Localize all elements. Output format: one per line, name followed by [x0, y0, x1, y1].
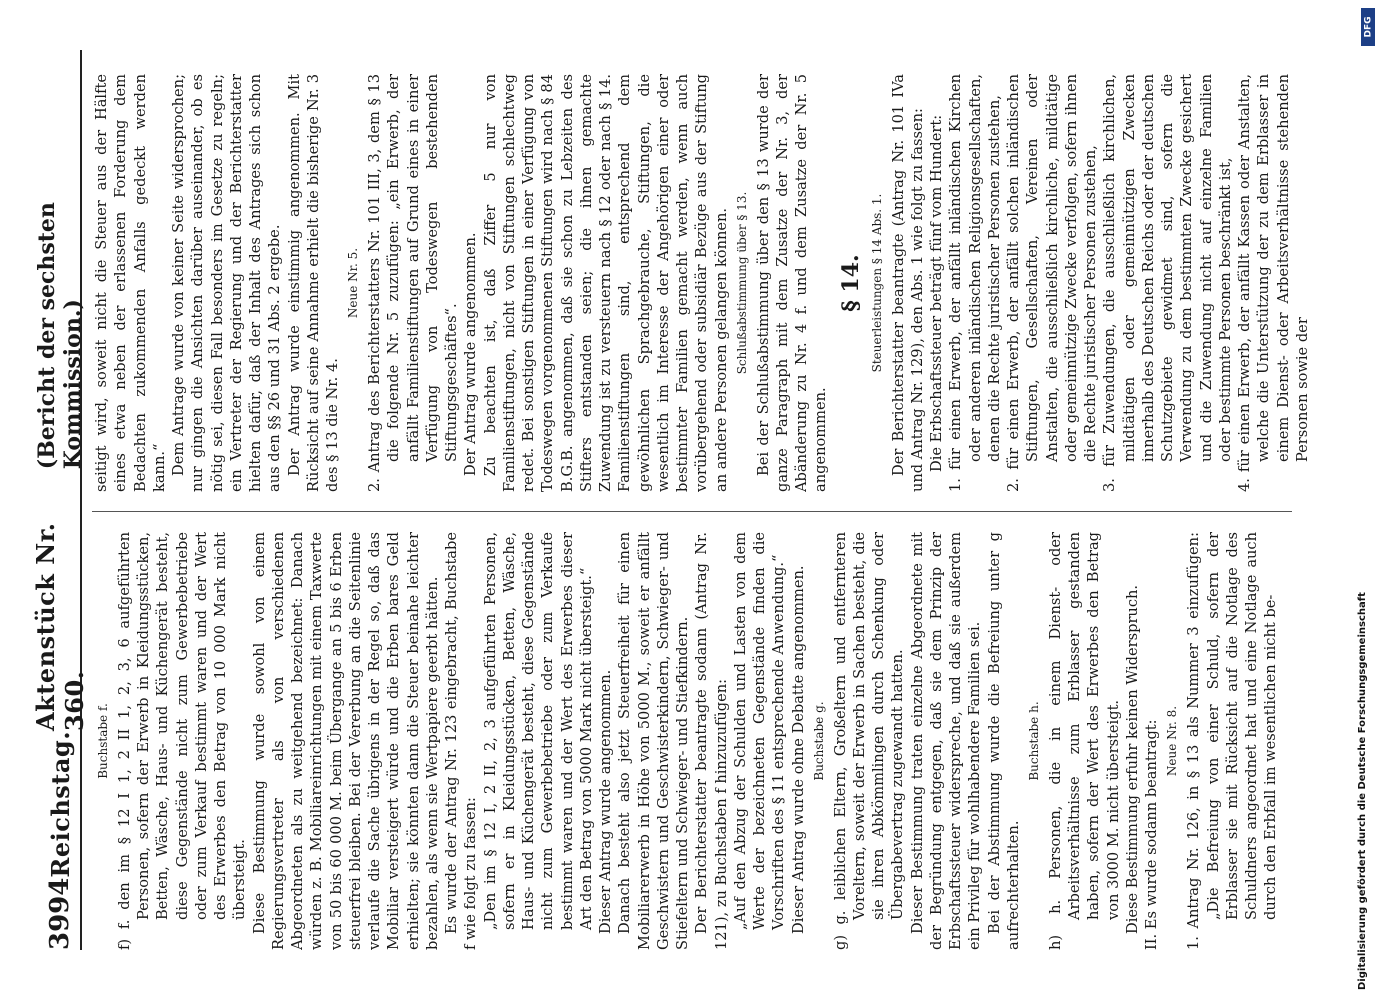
- paragraph: Die Erbschaftssteuer beträgt fünf vom Hundert:: [928, 114, 946, 472]
- side-note: [1357, 6, 1377, 994]
- paragraph: Dieser Bestimmung traten einzelne Abgeordnete mit der Begründung entgegen, daß sie dem Prinzip der Erbschaftssteuer widerspreche, und daß sie außerdem ein Privileg für wohlhabendere Familien sei.: [908, 532, 984, 950]
- paragraph: 1. für einen Erwerb, der anfällt inländischen Kirchen oder anderen inländischen Religionsgesellschaften, denen die Rechte juristischer Personen zustehen,: [947, 74, 1003, 492]
- paragraph: Dieser Antrag wurde ohne Debatte angenommen.: [789, 565, 807, 934]
- paragraph: g) g. leiblichen Eltern, Großeltern und entfernteren Voreltern, soweit der Erwerb in Sachen besteht, die sie ihren Abkömmlingen durch Schenkung oder Übergabevertrag zugewandt hatten.: [831, 532, 907, 950]
- page-header: [31, 50, 89, 950]
- document-page: [31, 50, 1340, 950]
- paragraph: Danach besteht also jetzt Steuerfreiheit für einen Mobiliarerwerb in Höhe von 5000 M., soweit er anfällt Geschwistern und Geschwisterkindern, Schwieger- und Stiefeltern und Schwieger- und Stiefkindern.: [616, 532, 692, 950]
- section-heading: Neue Nr. 5.: [346, 247, 361, 319]
- paragraph: 2. Antrag des Berichterstatters Nr. 101 III, 3, dem § 13 die folgende Nr. 5 zuzufügen: „ein Erwerb, der anfällt Familienstiftungen auf Grund eines in einer Verfügung von Todeswegen bestehenden Stiftungsgeschäftes“.: [366, 74, 461, 492]
- paragraph: Diese Bestimmung erfuhr keinen Widerspruch.: [1123, 584, 1141, 934]
- paragraph: h) h. Personen, die in einem Dienst- oder Arbeitsverhältnisse zum Erblasser gestanden haben, sofern der Wert des Erwerbes den Betrag von 3000 M. nicht übersteigt.: [1046, 532, 1122, 950]
- section-heading: Steuerleistungen § 14 Abs. 1.: [869, 193, 884, 373]
- page-number: 3994: [45, 877, 75, 950]
- side-note-text: Digitalisierung gefördert durch die Deutsche Forschungsgemeinschaft: [1357, 592, 1368, 990]
- left-column: [92, 532, 1332, 950]
- paragraph: Dem Antrage wurde von keiner Seite widersprochen; nur gingen die Ansichten darüber auseinander, ob es nötig sei, diesen Fall besonders im Gesetze zu regeln; ein Vertreter der Regierung und der Berichterstatter hielten dafür, daß der Inhalt des Antrages sich schon aus den §§ 26 und 31 Abs. 2 ergebe.: [170, 74, 284, 492]
- paragraph: f) f. den im § 12 I 1, 2 II 1, 2, 3, 6 aufgeführten Personen, sofern der Erwerb in Kleidungsstücken, Betten, Wäsche, Haus- und Küchengerät besteht, diese Gegenstände nicht zum Gewerbebetriebe oder zum Verkauf bestimmt waren und der Wert des Erwerbes den Betrag von 10 000 Mark nicht übersteigt.: [115, 532, 249, 950]
- paragraph: seitigt wird, soweit nicht die Steuer aus der Hälfte eines etwa neben der erlassenen Forderung dem Bedachten zukommenden Anfalls gedeckt werden kann.“: [93, 74, 168, 492]
- header-right-title: (Bericht der sechsten Kommission.): [34, 202, 86, 470]
- paragraph: Zu beachten ist, daß Ziffer 5 nur von Familienstiftungen, nicht von Stiftungen schlechtweg redet. Bei sonstigen Stiftungen in einer Verfügung von Todeswegen vorgenommenen Stiftungen wird nach § 84 B.G.B. angenommen, daß sie schon zu Lebzeiten des Stifters entstanden seien; die ihnen gemachte Zuwendung ist zu versteuern nach § 12 oder nach § 14. Familienstiftungen sind, entsprechend dem gewöhnlichen Sprachgebrauche, Stiftungen, die wesentlich im Interesse der Angehörigen einer oder bestimmter Familien gemacht werden, wenn auch vorübergehend oder subsidiär Bezüge aus der Stiftung an andere Personen gelangen können.: [481, 74, 730, 492]
- right-column: [92, 74, 1332, 492]
- section-heading: Buchstabe g.: [811, 701, 826, 781]
- paragraph: Der Berichterstatter beantragte (Antrag Nr. 101 IVa und Antrag Nr. 129), den Abs. 1 wie folgt zu fassen:: [889, 74, 926, 492]
- paragraph: Der Antrag wurde einstimmig angenommen. Mit Rücksicht auf seine Annahme erhielt die bisherige Nr. 3 des § 13 die Nr. 4.: [285, 74, 341, 492]
- paragraph: Bei der Schlußabstimmung über den § 13 wurde der ganze Paragraph mit dem Zusatze der Nr. 3, der Abänderung zu Nr. 4 f. und dem Zusatze der Nr. 5 angenommen.: [754, 74, 830, 492]
- header-center-title: Aktenstück Nr. 360.: [31, 522, 89, 731]
- paragraph: II. Es wurde sodann beantragt:: [1143, 719, 1161, 950]
- paragraph: 3. für Zuwendungen, die ausschließlich kirchlichen, mildtätigen oder gemeinnützigen Zwecken innerhalb des Deutschen Reichs oder der deutschen Schutzgebiete gewidmet sind, sofern die Verwendung zu dem bestimmten Zwecke gesichert und die Zuwendung nicht auf einzelne Familien oder bestimmte Personen beschränkt ist,: [1101, 74, 1234, 492]
- section-heading: Buchstabe f.: [96, 703, 110, 779]
- dfg-logo: DFG: [1361, 8, 1375, 46]
- paragraph: Dieser Antrag wurde angenommen.: [597, 669, 615, 934]
- section-heading: Neue Nr. 8.: [1165, 705, 1180, 777]
- paragraph: Der Antrag wurde angenommen.: [462, 232, 480, 476]
- paragraph-title: § 14.: [837, 254, 864, 312]
- section-heading: Schlußabstimmung über § 13.: [734, 191, 749, 375]
- paragraph: 2. für einen Erwerb, der anfällt solchen inländischen Stiftungen, Gesellschaften, Vereinen oder Anstalten, die ausschließlich kirchliche, mildtätige oder gemeinnützige Zwecke verfolgen, sofern ihnen die Rechte juristischer Personen zustehen,: [1005, 74, 1100, 492]
- paragraph: „Auf den Abzug der Schulden und Lasten von dem Werte der bezeichneten Gegenstände finden die Vorschriften des § 11 entsprechende Anwendung.“: [731, 532, 788, 930]
- section-heading: Buchstabe h.: [1027, 701, 1042, 781]
- header-left-title: Reichstag.: [45, 730, 75, 878]
- paragraph: Bei der Abstimmung wurde die Befreiung unter g aufrechterhalten.: [985, 532, 1022, 950]
- paragraph: 4. für einen Erwerb, der anfällt Kassen oder Anstalten, welche die Unterstützung der zu dem Erblasser in einem Dienst- oder Arbeitsverhältnisse stehenden Personen sowie der: [1236, 74, 1311, 492]
- column-divider: [92, 511, 1292, 512]
- paragraph: Der Berichterstatter beantragte sodann (Antrag Nr. 121), zu Buchstaben f hinzuzufügen:: [693, 532, 730, 950]
- paragraph: Diese Bestimmung wurde sowohl von einem Regierungsvertreter als von verschiedenen Abgeordneten als zu weitgehend bezeichnet: Danach würden z. B. Mobiliareinrichtungen mit einem Taxwerte von 50 bis 60 000 M. beim Übergange an 5 bis 6 Erben steuerfrei bleiben. Bei der Vererbung an die Seitenlinie verlaufe die Sache übrigens in der Regel so, daß das Mobiliar versteigert würde und die Erben bares Geld erhielten; sie könnten dann die Steuer beinahe leichter bezahlen, als wenn sie Wertpapiere geerbt hätten.: [250, 532, 441, 950]
- paragraph: Es wurde der Antrag Nr. 123 eingebracht, Buchstabe f wie folgt zu fassen:: [443, 532, 480, 950]
- paragraph: „Den im § 12 I, 2 II, 2, 3 aufgeführten Personen, sofern er in Kleidungsstücken, Betten, Wäsche, Haus- und Küchengerät besteht, diese Gegenstände nicht zum Gewerbebetriebe oder zum Verkaufe bestimmt waren und der Wert des Erwerbes dieser Art den Betrag von 5000 Mark nicht übersteigt.“: [481, 532, 595, 930]
- paragraph: 1. Antrag Nr. 126, in § 13 als Nummer 3 einzufügen: „Die Befreiung von einer Schuld, sofern der Erblasser sie mit Rücksicht auf die Notlage des Schuldners angeordnet hat und eine Notlage auch durch den Erbfall im wesentlichen nicht be-: [1185, 532, 1280, 950]
